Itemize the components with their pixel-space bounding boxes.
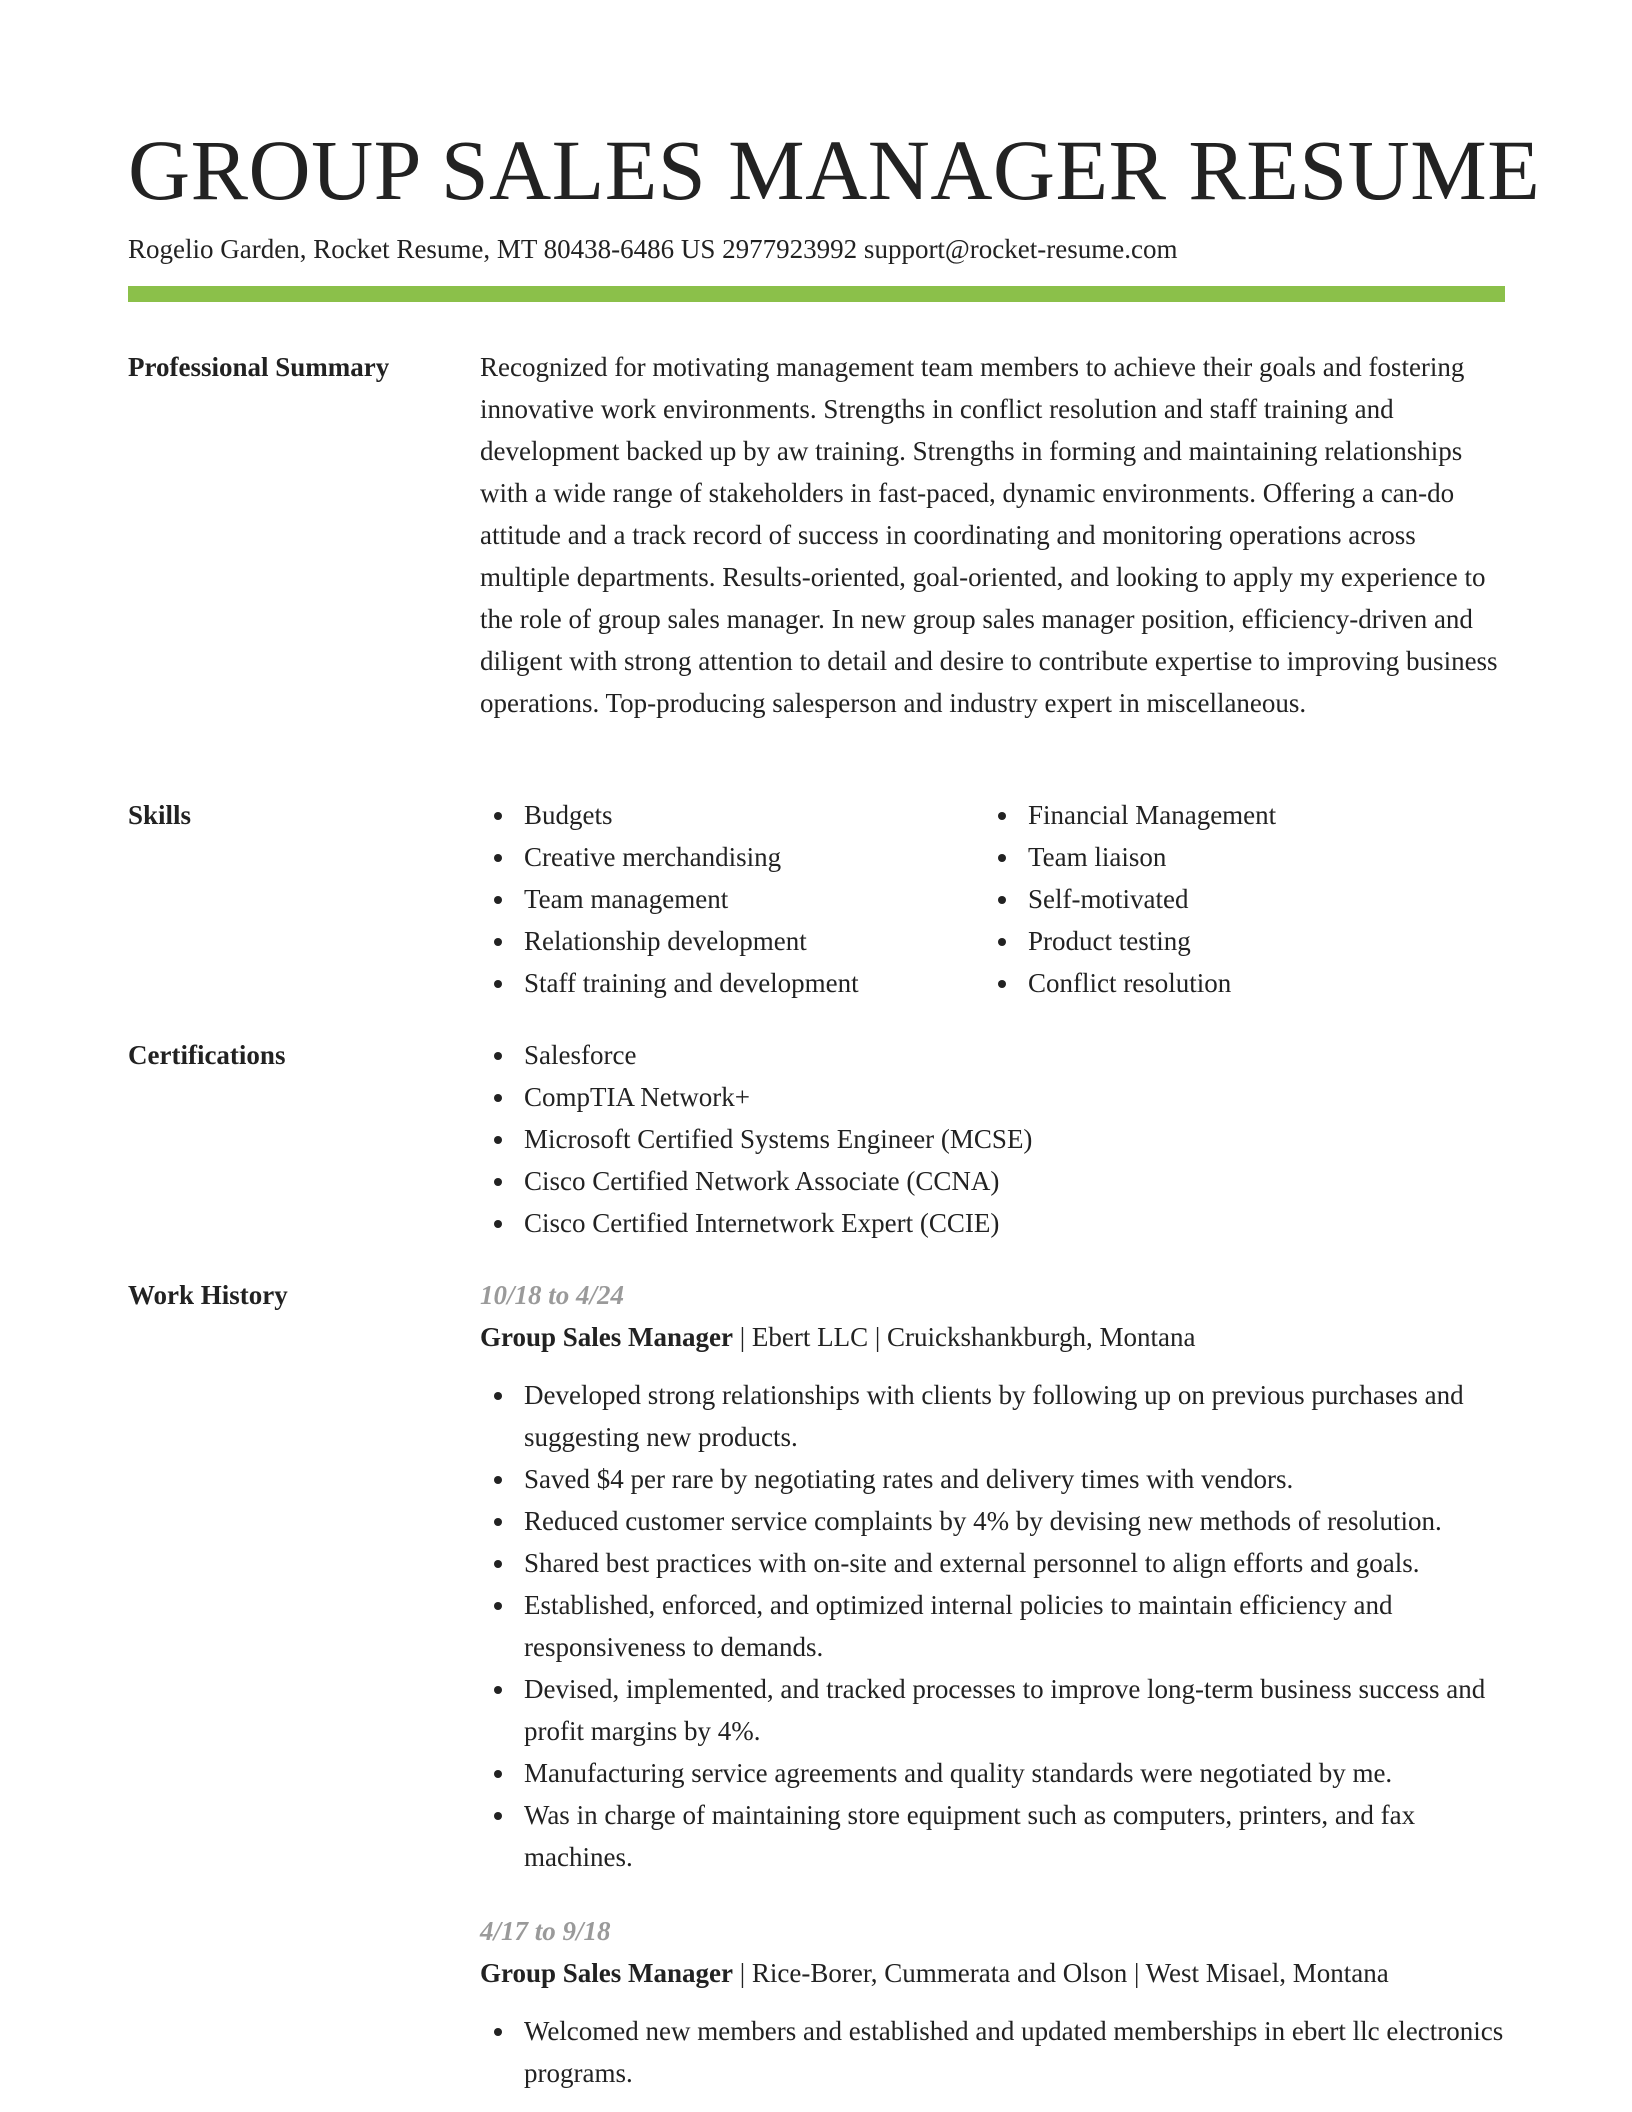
list-item: Saved $4 per rare by negotiating rates and delivery times with vendors.: [480, 1458, 1505, 1500]
list-item: Team management: [480, 878, 984, 920]
certifications-body: [480, 1034, 1505, 1244]
header-divider: [128, 286, 1505, 302]
work-history-section: [128, 1274, 1505, 2104]
list-item: Cisco Certified Network Associate (CCNA): [480, 1160, 1505, 1202]
section-label-skills: Skills: [128, 800, 192, 830]
contact-info: Rogelio Garden, Rocket Resume, MT 80438-6486 US 2977923992 support@rocket-resume.com: [128, 234, 1178, 264]
skills-column-2: [984, 794, 1488, 1004]
skills-body: [480, 794, 1505, 1004]
section-label-work-history: Work History: [128, 1280, 288, 1310]
work-history-body: [480, 1274, 1505, 2094]
list-item: Cisco Certified Internetwork Expert (CCIE): [480, 1202, 1505, 1244]
list-item: Budgets: [480, 794, 984, 836]
job-entry: [480, 1274, 1505, 1878]
list-item: Financial Management: [984, 794, 1488, 836]
section-label-certifications: Certifications: [128, 1040, 286, 1070]
list-item: Staff training and development: [480, 962, 984, 1004]
list-item: Devised, implemented, and tracked processes to improve long-term business success and profit margins by 4%.: [480, 1668, 1505, 1752]
summary-body: [480, 346, 1505, 724]
list-item: Manufacturing service agreements and quality standards were negotiated by me.: [480, 1752, 1505, 1794]
job-bullets: [480, 2010, 1505, 2094]
certifications-list: [480, 1034, 1505, 1244]
job-heading: [480, 1316, 1505, 1358]
list-item: Welcomed new members and established and updated memberships in ebert llc electronics programs.: [480, 2010, 1505, 2094]
list-item: Shared best practices with on-site and external personnel to align efforts and goals.: [480, 1542, 1505, 1584]
list-item: Established, enforced, and optimized internal policies to maintain efficiency and responsiveness to demands.: [480, 1584, 1505, 1668]
list-item: Conflict resolution: [984, 962, 1488, 1004]
job-title: Group Sales Manager: [480, 1958, 734, 1988]
skills-column-1: [480, 794, 984, 1004]
summary-section: [128, 346, 1505, 766]
list-item: Salesforce: [480, 1034, 1505, 1076]
list-item: Creative merchandising: [480, 836, 984, 878]
skills-section: [128, 794, 1505, 1004]
job-heading: [480, 1952, 1505, 1994]
list-item: Product testing: [984, 920, 1488, 962]
job-dates: 10/18 to 4/24: [480, 1280, 625, 1310]
list-item: Relationship development: [480, 920, 984, 962]
list-item: Microsoft Certified Systems Engineer (MCSE): [480, 1118, 1505, 1160]
section-label-summary: Professional Summary: [128, 352, 390, 382]
resume-title: GROUP SALES MANAGER RESUME: [128, 122, 1541, 218]
list-item: Developed strong relationships with clients by following up on previous purchases and suggesting new products.: [480, 1374, 1505, 1458]
list-item: Was in charge of maintaining store equipment such as computers, printers, and fax machines.: [480, 1794, 1505, 1878]
job-entry: [480, 1910, 1505, 2094]
certifications-section: [128, 1034, 1505, 1244]
job-dates: 4/17 to 9/18: [480, 1916, 611, 1946]
job-details: | Ebert LLC | Cruickshankburgh, Montana: [733, 1322, 1196, 1352]
list-item: Reduced customer service complaints by 4% by devising new methods of resolution.: [480, 1500, 1505, 1542]
list-item: Team liaison: [984, 836, 1488, 878]
list-item: Self-motivated: [984, 878, 1488, 920]
list-item: CompTIA Network+: [480, 1076, 1505, 1118]
job-title: Group Sales Manager: [480, 1322, 734, 1352]
job-bullets: [480, 1374, 1505, 1878]
job-details: | Rice-Borer, Cummerata and Olson | West Misael, Montana: [733, 1958, 1389, 1988]
summary-text: Recognized for motivating management team members to achieve their goals and fostering innovative work environments. Strengths in conflict resolution and staff training and development backed up by aw training. Strengths in forming and maintaining relationships with a wide range of stakeholders in fast-paced, dynamic environments. Offering a can-do attitude and a track record of success in coordinating and monitoring operations across multiple departments. Results-oriented, goal-oriented, and looking to apply my experience to the role of group sales manager. In new group sales manager position, efficiency-driven and diligent with strong attention to detail and desire to contribute expertise to improving business operations. Top-producing salesperson and industry expert in miscellaneous.: [480, 352, 1498, 718]
